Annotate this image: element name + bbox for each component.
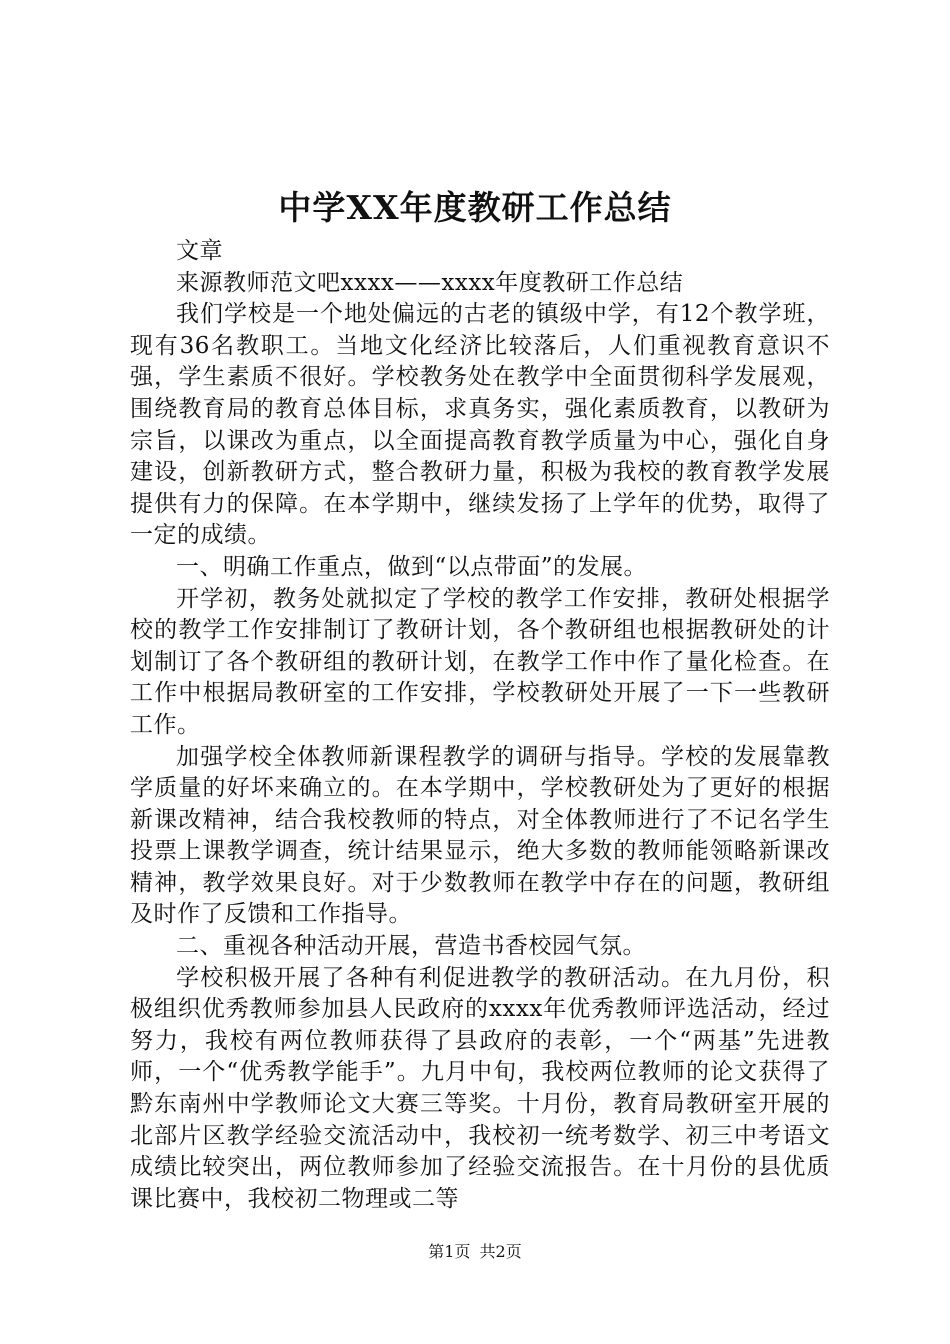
section-heading-1: 一、明确工作重点，做到“以点带面”的发展。: [176, 553, 648, 580]
page-number: 第1页: [428, 1242, 471, 1261]
paragraph-article-label: 文章: [176, 238, 223, 264]
page-footer: [0, 1241, 950, 1263]
paragraph-source: 来源教师范文吧xxxx——xxxx年度教研工作总结: [176, 269, 684, 296]
document-title: 中学XX年度教研工作总结: [278, 188, 672, 227]
paragraph-intro: 我们学校是一个地处偏远的古老的镇级中学，有12个教学班，现有36名教职工。当地文化经济比较落后，人们重视教育意识不强，学生素质不很好。学校教务处在教学中全面贯彻科学发展观，围绕教育局的教育总体目标，求真务实，强化素质教育，以教研为宗旨，以课改为重点，以全面提高教育教学质量为中心，强化自身建设，创新教研方式，整合教研力量，积极为我校的教育教学发展提供有力的保障。在本学期中，继续发扬了上学年的优势，取得了一定的成绩。: [130, 301, 830, 549]
section-heading-2: 二、重视各种活动开展，营造书香校园气氛。: [176, 933, 646, 960]
paragraph-activities: 学校积极开展了各种有利促进教学的教研活动。在九月份，积极组织优秀教师参加县人民政府的xxxx年优秀教师评选活动，经过努力，我校有两位教师获得了县政府的表彰，一个“两基”先进教师，一个“优秀教学能手”。九月中旬，我校两位教师的论文获得了黔东南州中学教师论文大赛三等奖。十月份，教育局教研室开展的北部片区教学经验交流活动中，我校初一统考数学、初三中考语文成绩比较突出，两位教师参加了经验交流报告。在十月份的县优质课比赛中，我校初二物理或二等: [130, 964, 830, 1212]
paragraph-guidance: 加强学校全体教师新课程教学的调研与指导。学校的发展靠教学质量的好坏来确立的。在本学期中，学校教研处为了更好的根据新课改精神，结合我校教师的特点，对全体教师进行了不记名学生投票上课教学调查，统计结果显示，绝大多数的教师能领略新课改精神，教学效果良好。对于少数教师在教学中存在的问题，教研组及时作了反馈和工作指导。: [130, 743, 830, 928]
paragraph-plan: 开学初，教务处就拟定了学校的教学工作安排，教研处根据学校的教学工作安排制订了教研计划，各个教研组也根据教研处的计划制订了各个教研组的教研计划，在教学工作中作了量化检查。在工作中根据局教研室的工作安排，学校教研处开展了一下一些教研工作。: [130, 585, 830, 738]
document-body: [130, 236, 830, 1215]
page-total: 共2页: [479, 1242, 522, 1261]
